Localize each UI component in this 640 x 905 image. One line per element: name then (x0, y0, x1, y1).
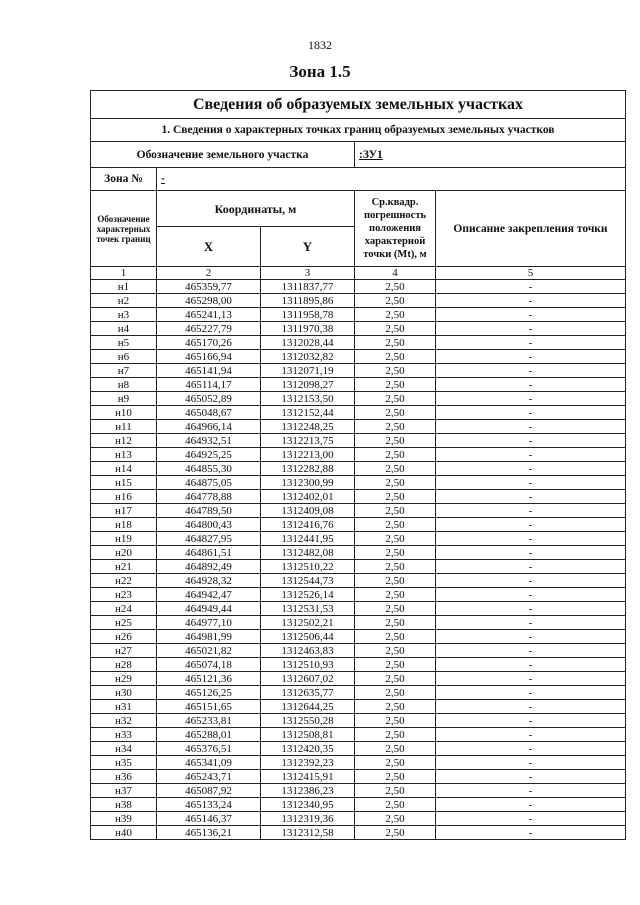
desc-cell: - (436, 406, 626, 420)
desc-cell: - (436, 812, 626, 826)
desc-cell: - (436, 658, 626, 672)
point-cell: н18 (91, 518, 157, 532)
point-cell: н1 (91, 280, 157, 294)
y-cell: 1312635,77 (261, 686, 355, 700)
error-cell: 2,50 (355, 378, 436, 392)
error-cell: 2,50 (355, 770, 436, 784)
desc-cell: - (436, 546, 626, 560)
desc-cell: - (436, 518, 626, 532)
table-row (91, 672, 626, 686)
error-cell: 2,50 (355, 392, 436, 406)
column-numbers-row (91, 267, 626, 280)
col-number: 2 (157, 267, 261, 280)
x-cell: 465074,18 (157, 658, 261, 672)
point-cell: н31 (91, 700, 157, 714)
x-cell: 465233,81 (157, 714, 261, 728)
designation-label: Обозначение земельного участка (91, 142, 355, 168)
desc-cell: - (436, 630, 626, 644)
error-cell: 2,50 (355, 294, 436, 308)
point-cell: н2 (91, 294, 157, 308)
desc-cell: - (436, 686, 626, 700)
table-row (91, 658, 626, 672)
point-cell: н14 (91, 462, 157, 476)
desc-cell: - (436, 784, 626, 798)
table-row (91, 784, 626, 798)
point-cell: н35 (91, 756, 157, 770)
error-cell: 2,50 (355, 798, 436, 812)
error-cell: 2,50 (355, 280, 436, 294)
error-cell: 2,50 (355, 364, 436, 378)
x-cell: 465341,09 (157, 756, 261, 770)
y-cell: 1312402,01 (261, 490, 355, 504)
table-row (91, 546, 626, 560)
y-cell: 1312071,19 (261, 364, 355, 378)
error-cell: 2,50 (355, 658, 436, 672)
point-cell: н6 (91, 350, 157, 364)
desc-cell: - (436, 588, 626, 602)
table-row (91, 588, 626, 602)
point-cell: н25 (91, 616, 157, 630)
table-row (91, 686, 626, 700)
table-row (91, 462, 626, 476)
point-cell: н32 (91, 714, 157, 728)
desc-cell: - (436, 504, 626, 518)
table-row (91, 770, 626, 784)
y-cell: 1312510,93 (261, 658, 355, 672)
error-cell: 2,50 (355, 714, 436, 728)
point-cell: н4 (91, 322, 157, 336)
desc-cell: - (436, 322, 626, 336)
y-cell: 1312312,58 (261, 826, 355, 840)
desc-cell: - (436, 392, 626, 406)
y-cell: 1312544,73 (261, 574, 355, 588)
y-cell: 1312032,82 (261, 350, 355, 364)
y-cell: 1312531,53 (261, 602, 355, 616)
desc-cell: - (436, 672, 626, 686)
table-row (91, 812, 626, 826)
col-number: 5 (436, 267, 626, 280)
point-cell: н15 (91, 476, 157, 490)
col-desc-header: Описание закрепления точки (436, 191, 626, 267)
table-row (91, 434, 626, 448)
x-cell: 464932,51 (157, 434, 261, 448)
y-cell: 1312028,44 (261, 336, 355, 350)
x-cell: 465241,13 (157, 308, 261, 322)
col-coords-header: Координаты, м (157, 191, 355, 227)
point-cell: н26 (91, 630, 157, 644)
point-cell: н22 (91, 574, 157, 588)
x-cell: 464981,99 (157, 630, 261, 644)
point-cell: н23 (91, 588, 157, 602)
y-cell: 1312506,44 (261, 630, 355, 644)
table-row (91, 826, 626, 840)
table-row (91, 448, 626, 462)
error-cell: 2,50 (355, 476, 436, 490)
table-row (91, 490, 626, 504)
x-cell: 464949,44 (157, 602, 261, 616)
col-error-header: Ср.квадр. погрешность положения характерной точки (Mt), м (355, 191, 436, 267)
desc-cell: - (436, 728, 626, 742)
point-cell: н13 (91, 448, 157, 462)
table-row (91, 406, 626, 420)
x-cell: 464928,32 (157, 574, 261, 588)
y-cell: 1312153,50 (261, 392, 355, 406)
y-cell: 1312526,14 (261, 588, 355, 602)
x-cell: 464855,30 (157, 462, 261, 476)
table-row (91, 742, 626, 756)
error-cell: 2,50 (355, 406, 436, 420)
x-cell: 465359,77 (157, 280, 261, 294)
table-row (91, 336, 626, 350)
desc-cell: - (436, 490, 626, 504)
error-cell: 2,50 (355, 826, 436, 840)
section-title: 1. Сведения о характерных точках границ образуемых земельных участков (91, 119, 626, 142)
zone-value: - (161, 173, 165, 185)
table-row (91, 476, 626, 490)
error-cell: 2,50 (355, 700, 436, 714)
x-cell: 465170,26 (157, 336, 261, 350)
point-cell: н38 (91, 798, 157, 812)
error-cell: 2,50 (355, 336, 436, 350)
page-number: 1832 (308, 38, 332, 52)
point-cell: н40 (91, 826, 157, 840)
x-cell: 464966,14 (157, 420, 261, 434)
point-cell: н24 (91, 602, 157, 616)
y-cell: 1312416,76 (261, 518, 355, 532)
point-cell: н29 (91, 672, 157, 686)
error-cell: 2,50 (355, 546, 436, 560)
table-row (91, 574, 626, 588)
col-point-header: Обозначение характерных точек границ (91, 191, 157, 267)
x-cell: 465136,21 (157, 826, 261, 840)
point-cell: н10 (91, 406, 157, 420)
x-cell: 465114,17 (157, 378, 261, 392)
y-cell: 1312300,99 (261, 476, 355, 490)
error-cell: 2,50 (355, 448, 436, 462)
error-cell: 2,50 (355, 630, 436, 644)
error-cell: 2,50 (355, 616, 436, 630)
x-cell: 465227,79 (157, 322, 261, 336)
point-cell: н11 (91, 420, 157, 434)
table-row (91, 560, 626, 574)
y-cell: 1312340,95 (261, 798, 355, 812)
x-cell: 465052,89 (157, 392, 261, 406)
table-row (91, 714, 626, 728)
point-cell: н20 (91, 546, 157, 560)
table-row (91, 798, 626, 812)
x-cell: 465376,51 (157, 742, 261, 756)
x-cell: 465087,92 (157, 784, 261, 798)
x-cell: 465141,94 (157, 364, 261, 378)
y-cell: 1312420,35 (261, 742, 355, 756)
desc-cell: - (436, 364, 626, 378)
desc-cell: - (436, 280, 626, 294)
table-row (91, 294, 626, 308)
table-row (91, 728, 626, 742)
error-cell: 2,50 (355, 350, 436, 364)
point-cell: н21 (91, 560, 157, 574)
col-x-header: X (157, 227, 261, 267)
y-cell: 1312644,25 (261, 700, 355, 714)
point-cell: н36 (91, 770, 157, 784)
land-plots-table (90, 90, 626, 840)
x-cell: 465298,00 (157, 294, 261, 308)
x-cell: 465048,67 (157, 406, 261, 420)
error-cell: 2,50 (355, 322, 436, 336)
desc-cell: - (436, 448, 626, 462)
table-row (91, 308, 626, 322)
desc-cell: - (436, 294, 626, 308)
x-cell: 465166,94 (157, 350, 261, 364)
y-cell: 1312415,91 (261, 770, 355, 784)
table-row (91, 616, 626, 630)
y-cell: 1312392,23 (261, 756, 355, 770)
y-cell: 1312409,08 (261, 504, 355, 518)
y-cell: 1312607,02 (261, 672, 355, 686)
desc-cell: - (436, 336, 626, 350)
table-row (91, 630, 626, 644)
x-cell: 465288,01 (157, 728, 261, 742)
desc-cell: - (436, 476, 626, 490)
y-cell: 1312508,81 (261, 728, 355, 742)
point-cell: н3 (91, 308, 157, 322)
desc-cell: - (436, 378, 626, 392)
point-cell: н17 (91, 504, 157, 518)
x-cell: 465243,71 (157, 770, 261, 784)
error-cell: 2,50 (355, 756, 436, 770)
x-cell: 465151,65 (157, 700, 261, 714)
y-cell: 1312502,21 (261, 616, 355, 630)
table-row (91, 756, 626, 770)
desc-cell: - (436, 700, 626, 714)
x-cell: 464875,05 (157, 476, 261, 490)
desc-cell: - (436, 742, 626, 756)
desc-cell: - (436, 434, 626, 448)
x-cell: 465126,25 (157, 686, 261, 700)
error-cell: 2,50 (355, 672, 436, 686)
y-cell: 1312441,95 (261, 532, 355, 546)
desc-cell: - (436, 756, 626, 770)
x-cell: 464800,43 (157, 518, 261, 532)
error-cell: 2,50 (355, 434, 436, 448)
y-cell: 1312213,75 (261, 434, 355, 448)
desc-cell: - (436, 826, 626, 840)
zone-label: Зона № (91, 168, 157, 191)
point-cell: н33 (91, 728, 157, 742)
error-cell: 2,50 (355, 560, 436, 574)
y-cell: 1312463,83 (261, 644, 355, 658)
point-cell: н9 (91, 392, 157, 406)
error-cell: 2,50 (355, 784, 436, 798)
y-cell: 1312550,28 (261, 714, 355, 728)
y-cell: 1312098,27 (261, 378, 355, 392)
error-cell: 2,50 (355, 308, 436, 322)
y-cell: 1312152,44 (261, 406, 355, 420)
desc-cell: - (436, 420, 626, 434)
col-number: 3 (261, 267, 355, 280)
col-y-header: Y (261, 227, 355, 267)
error-cell: 2,50 (355, 644, 436, 658)
point-cell: н7 (91, 364, 157, 378)
y-cell: 1311837,77 (261, 280, 355, 294)
y-cell: 1312510,22 (261, 560, 355, 574)
point-cell: н5 (91, 336, 157, 350)
table-row (91, 420, 626, 434)
error-cell: 2,50 (355, 504, 436, 518)
y-cell: 1312319,36 (261, 812, 355, 826)
table-row (91, 378, 626, 392)
designation-value: :ЗУ1 (359, 148, 383, 161)
error-cell: 2,50 (355, 462, 436, 476)
y-cell: 1311895,86 (261, 294, 355, 308)
x-cell: 465121,36 (157, 672, 261, 686)
table-main-title: Сведения об образуемых земельных участках (91, 91, 626, 119)
table-row (91, 504, 626, 518)
x-cell: 465146,37 (157, 812, 261, 826)
table-row (91, 700, 626, 714)
table-row (91, 322, 626, 336)
table-row (91, 350, 626, 364)
table-row (91, 392, 626, 406)
error-cell: 2,50 (355, 812, 436, 826)
desc-cell: - (436, 644, 626, 658)
table-row (91, 518, 626, 532)
x-cell: 464789,50 (157, 504, 261, 518)
zone-title: Зона 1.5 (289, 62, 351, 81)
desc-cell: - (436, 770, 626, 784)
error-cell: 2,50 (355, 742, 436, 756)
y-cell: 1311970,38 (261, 322, 355, 336)
desc-cell: - (436, 616, 626, 630)
point-cell: н27 (91, 644, 157, 658)
y-cell: 1312248,25 (261, 420, 355, 434)
x-cell: 464892,49 (157, 560, 261, 574)
desc-cell: - (436, 532, 626, 546)
desc-cell: - (436, 574, 626, 588)
desc-cell: - (436, 714, 626, 728)
error-cell: 2,50 (355, 420, 436, 434)
col-number: 1 (91, 267, 157, 280)
table-row (91, 364, 626, 378)
point-cell: н16 (91, 490, 157, 504)
table-row (91, 280, 626, 294)
point-cell: н37 (91, 784, 157, 798)
error-cell: 2,50 (355, 518, 436, 532)
desc-cell: - (436, 462, 626, 476)
desc-cell: - (436, 602, 626, 616)
table-row (91, 532, 626, 546)
table-row (91, 644, 626, 658)
error-cell: 2,50 (355, 574, 436, 588)
error-cell: 2,50 (355, 686, 436, 700)
error-cell: 2,50 (355, 490, 436, 504)
error-cell: 2,50 (355, 728, 436, 742)
point-cell: н28 (91, 658, 157, 672)
y-cell: 1311958,78 (261, 308, 355, 322)
desc-cell: - (436, 560, 626, 574)
y-cell: 1312213,00 (261, 448, 355, 462)
desc-cell: - (436, 350, 626, 364)
x-cell: 464925,25 (157, 448, 261, 462)
y-cell: 1312482,08 (261, 546, 355, 560)
desc-cell: - (436, 798, 626, 812)
error-cell: 2,50 (355, 602, 436, 616)
x-cell: 464827,95 (157, 532, 261, 546)
point-cell: н8 (91, 378, 157, 392)
table-row (91, 602, 626, 616)
point-cell: н12 (91, 434, 157, 448)
col-number: 4 (355, 267, 436, 280)
desc-cell: - (436, 308, 626, 322)
x-cell: 464942,47 (157, 588, 261, 602)
y-cell: 1312282,88 (261, 462, 355, 476)
y-cell: 1312386,23 (261, 784, 355, 798)
x-cell: 465133,24 (157, 798, 261, 812)
x-cell: 464861,51 (157, 546, 261, 560)
error-cell: 2,50 (355, 588, 436, 602)
error-cell: 2,50 (355, 532, 436, 546)
point-cell: н30 (91, 686, 157, 700)
x-cell: 464977,10 (157, 616, 261, 630)
x-cell: 464778,88 (157, 490, 261, 504)
point-cell: н34 (91, 742, 157, 756)
x-cell: 465021,82 (157, 644, 261, 658)
point-cell: н19 (91, 532, 157, 546)
point-cell: н39 (91, 812, 157, 826)
